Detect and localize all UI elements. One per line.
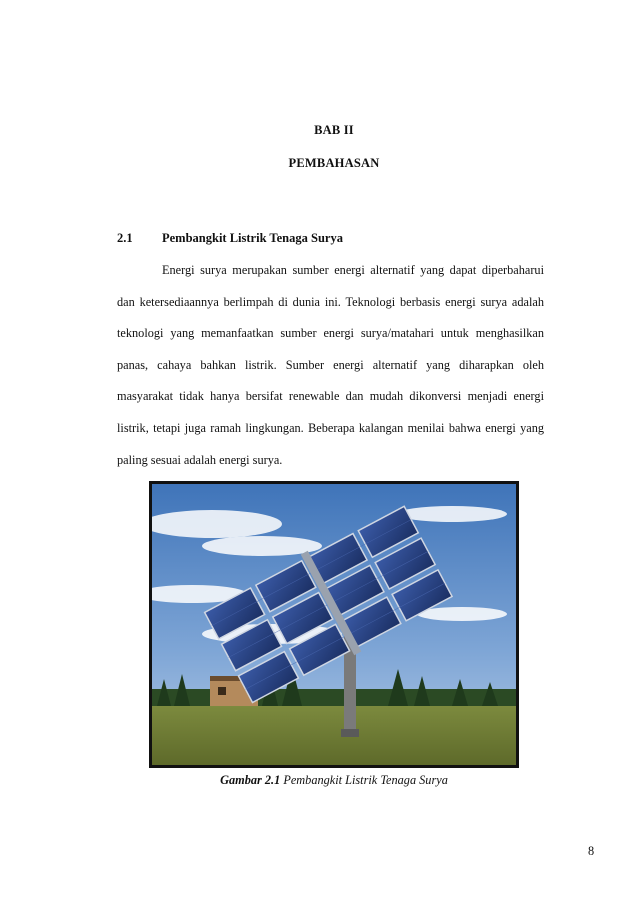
chapter-title: BAB II [314,123,354,137]
section-number: 2.1 [117,231,133,245]
grass-field [152,706,516,765]
section-title: Pembangkit Listrik Tenaga Surya [162,231,343,245]
figure-label: Gambar 2.1 [220,773,281,787]
body-paragraph: Energi surya merupakan sumber energi alternatif yang dapat diperbaharui dan ketersediaannya berlimpah di dunia ini. Teknologi berbasis energi surya adalah teknologi yang memanfaatkan sumber energi surya/matahari untuk menghasilkan panas, cahaya bahkan listrik. Sumber energi alternatif yang diharapkan oleh masyarakat tidak hanya bersifat renewable dan mudah dikonversi menjadi energi listrik, tetapi juga ramah lingkungan. Beberapa kalangan menilai bahwa energi yang paling sesuai adalah energi surya. [117,263,544,467]
chapter-subtitle: PEMBAHASAN [288,156,380,170]
page-number: 8 [588,844,595,858]
solar-panel-photo [149,481,519,768]
figure-caption-text: Pembangkit Listrik Tenaga Surya [283,773,448,787]
section-heading [117,231,343,246]
solar-array-illustration [152,484,516,765]
figure-caption [0,773,638,788]
